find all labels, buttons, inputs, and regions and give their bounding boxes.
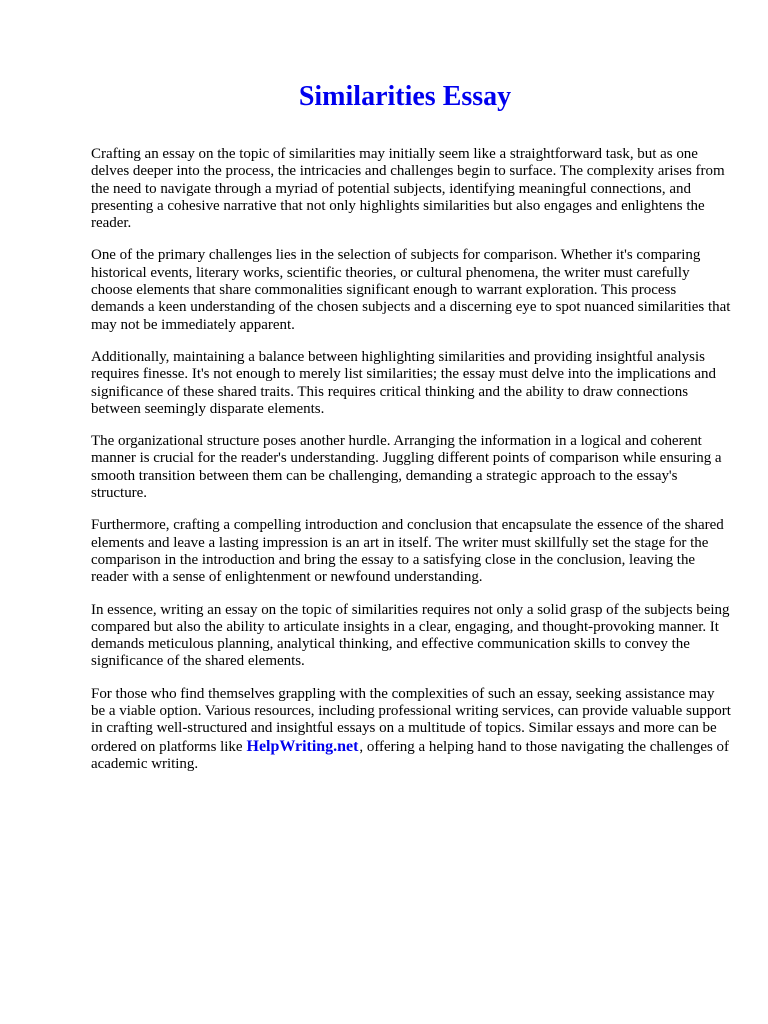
helpwriting-link[interactable]: HelpWriting.net xyxy=(246,737,359,755)
paragraph-4: The organizational structure poses another hurdle. Arranging the information in a logical and coherent manner is crucial for the reader's understanding. Juggling different points of comparison while ensuring a smooth transition between them can be challenging, demanding a strategic approach to the essay's structure. xyxy=(91,433,722,502)
essay-body xyxy=(91,146,731,788)
paragraph-6: In essence, writing an essay on the topic of similarities requires not only a solid grasp of the subjects being compared but also the ability to articulate insights in a clear, engaging, and thought-provoking manner. It demands meticulous planning, analytical thinking, and effective communication skills to convey the significance of the shared elements. xyxy=(91,601,730,670)
paragraph-5: Furthermore, crafting a compelling introduction and conclusion that encapsulate the essence of the shared elements and leave a lasting impression is an art in itself. The writer must skillfully set the stage for the comparison in the introduction and bring the essay to a satisfying close in the conclusion, leaving the reader with a sense of enlightenment or newfound understanding. xyxy=(91,517,724,586)
paragraph-3: Additionally, maintaining a balance between highlighting similarities and providing insightful analysis requires finesse. It's not enough to merely list similarities; the essay must delve into the implications and significance of these shared traits. This requires critical thinking and the ability to draw connections between seemingly disparate elements. xyxy=(91,348,716,417)
closing-text-after-link: , offering a helping hand to those navigating the challenges of academic writing. xyxy=(91,738,730,772)
paragraph-1: Crafting an essay on the topic of similarities may initially seem like a straightforward task, but as one delves deeper into the process, the intricacies and challenges begin to surface. The complexity arises from the need to navigate through a myriad of potential subjects, identifying meaningful connections, and presenting a cohesive narrative that not only highlights similarities but also engages and enlightens the reader. xyxy=(91,146,725,232)
paragraph-7-closing xyxy=(91,686,731,773)
paragraph-2: One of the primary challenges lies in the selection of subjects for comparison. Whether it's comparing historical events, literary works, scientific theories, or cultural phenomena, the writer must carefully choose elements that share commonalities significant enough to warrant exploration. This process demands a keen understanding of the chosen subjects and a discerning eye to spot nuanced similarities that may not be immediately apparent. xyxy=(91,247,731,333)
closing-text-before-link: For those who find themselves grappling with the complexities of such an essay, seeking assistance may be a viable option. Various resources, including professional writing services, can provide valuable support in crafting well-structured and insightful essays on a multitude of topics. Similar essays and more can be ordered on platforms like xyxy=(91,685,731,755)
page-title: Similarities Essay xyxy=(298,81,512,112)
